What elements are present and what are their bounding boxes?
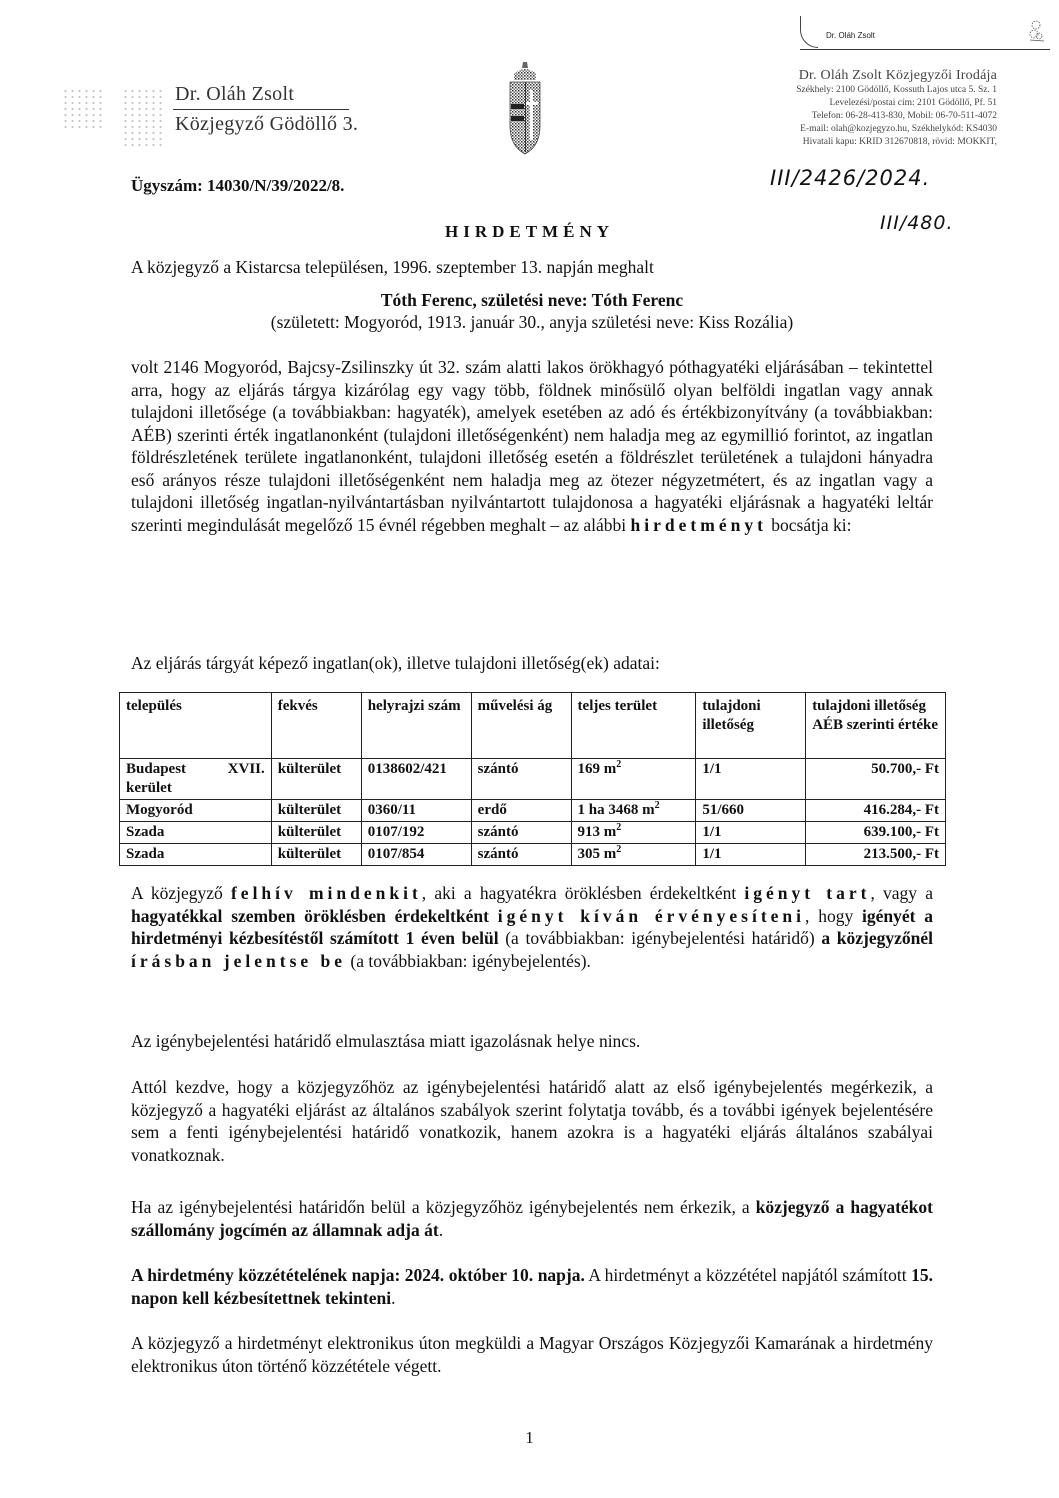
office-contact-block [796,68,997,149]
cell-cultivation: szántó [471,759,571,800]
cell-location: külterület [271,844,361,866]
cell-settlement: Szada [120,822,272,844]
cell-parcel-number: 0107/192 [361,822,471,844]
cell-cultivation: szántó [471,822,571,844]
publication-date-paragraph [131,1264,933,1309]
case-number [131,176,344,196]
cell-aeb-value: 416.284,- Ft [806,800,946,822]
state-transfer-end: . [438,1219,444,1240]
call-text: (a továbbiakban: igénybejelentés). [350,950,591,971]
deceased-name: Tóth Ferenc, születési neve: Tóth Ferenc [380,290,684,310]
handwritten-registration-number: III/2426/2024. [770,166,931,190]
office-postal-line: Levelezési/postai cím: 2101 Gödöllő, Pf. 51 [829,98,997,108]
call-text: , hogy [805,905,854,926]
cell-ownership-share: 1/1 [696,822,806,844]
main-paragraph [131,356,933,536]
signature-stamp [800,14,1050,50]
state-transfer-paragraph [131,1196,933,1241]
call-text: (a továbbiakban: igénybejelentési határidő) [505,928,815,948]
call-text: , vagy a [870,883,933,903]
signature-curve [800,16,818,48]
procedure-continuation-paragraph: Attól kezdve, hogy a közjegyzőhöz az igénybejelentési határidő alatt az első igénybejelentés megérkezik, a közjegyző a hagyatéki eljárást az általános szabályok szerint folytatja tovább, és a további igények bejelentésére sem a fenti igénybejelentési határidő vonatkozik, hanem azokra is a hagyatéki eljárás általános szabályai vonatkoznak. [131,1077,933,1165]
cell-aeb-value: 50.700,- Ft [806,759,946,800]
area-unit-exponent: 2 [616,759,622,770]
area-value: 305 m [577,846,617,862]
cell-parcel-number: 0360/11 [361,800,471,822]
case-number-value: 14030/N/39/2022/8. [207,176,345,195]
case-number-label: Ügyszám: [131,176,203,195]
office-address-line: Székhely: 2100 Gödöllő, Kossuth Lajos utca 5. Sz. 1 [796,85,997,95]
cell-total-area [571,822,696,844]
page-number: 1 [525,1428,534,1447]
area-value: 169 m [577,761,617,777]
call-emphasis: igényt tart [744,883,871,903]
cell-total-area [571,844,696,866]
office-phone-line: Telefon: 06-28-413-830, Mobil: 06-70-511-4072 [811,111,997,121]
column-header-aeb-value: tulajdoni illetőség AÉB szerinti értéke [806,693,946,759]
letterhead-name: Dr. Oláh Zsolt [175,83,295,105]
office-name: Dr. Oláh Zsolt Közjegyzői Irodája [798,68,997,83]
office-email-line: E-mail: olah@kozjegyzo.hu, Székhelykód: KS4030 [800,124,997,134]
area-unit-exponent: 2 [616,822,622,833]
signature-seal-icon [1026,18,1046,44]
cell-settlement: Budapest XVII. kerület [120,759,272,800]
table-row [120,800,946,822]
area-value: 913 m [577,824,617,840]
call-text: A közjegyző [131,883,223,903]
column-header-cultivation: művelési ág [471,693,571,759]
cell-cultivation: szántó [471,844,571,866]
cell-location: külterület [271,822,361,844]
cell-parcel-number: 0138602/421 [361,759,471,800]
call-emphasis: felhív mindenkit [230,883,422,903]
state-transfer-text: Ha az igénybejelentési határidőn belül a közjegyzőhöz igénybejelentés nem érkezik, a [131,1197,750,1217]
letterhead-divider [173,109,349,110]
table-row [120,822,946,844]
cell-ownership-share: 1/1 [696,844,806,866]
main-paragraph-emphasis: hirdetményt [630,514,767,535]
column-header-ownership-share: tulajdoni illetőség [696,693,806,759]
call-emphasis: írásban jelentse be [131,950,347,971]
letterhead-title: Közjegyző Gödöllő 3. [175,113,359,135]
state-transfer-bold: közjegyző a hagyatékot szállomány jogcímén az államnak adja át [131,1197,933,1240]
column-header-parcel-number: helyrajzi szám [361,693,471,759]
document-title: HIRDETMÉNY [444,222,614,241]
signature-name: Dr. Oláh Zsolt [826,31,875,40]
office-gateway-line: Hivatali kapu: KRID 312670818, rövid: MOKKIT, [802,137,997,147]
cell-aeb-value: 639.100,- Ft [806,822,946,844]
call-text: , aki a hagyatékra öröklésben érdekeltként [421,883,737,903]
area-unit-exponent: 2 [654,800,660,811]
deceased-birth-details: (született: Mogyoród, 1913. január 30., anyja születési neve: Kiss Rozália) [270,312,794,332]
cell-ownership-share: 1/1 [696,759,806,800]
publication-text: A hirdetményt a közzététel napjától számított [584,1265,912,1285]
call-for-claims-paragraph [131,882,933,972]
hungarian-coat-of-arms-icon [506,60,544,160]
cell-location: külterület [271,800,361,822]
main-paragraph-text: volt 2146 Mogyoród, Bajcsy-Zsilinszky út 32. szám alatti lakos örökhagyó póthagyatéki eljárásában – tekintettel arra, hogy az eljárás tárgya kizárólag egy vagy több, földnek minősülő olyan belföldi ingatlan vagy annak tulajdoni illetősége (a továbbiakban: hagyaték), amelyek esetében az adó és értékbizonyítvány (a továbbiakban: AÉB) szerinti érték ingatlanonként (tulajdoni illetőségenként) nem haladja meg az egymillió forintot, az ingatlan földrészletének területe ingatlanonként, tulajdoni illetőség esetén a földrészlet területének a tulajdoni hányadra eső arányos része tulajdoni illetőségenként nem haladja meg az ötezer négyzetmétert, és az ingatlan vagy a tulajdoni illetőség ingatlan-nyilvántartásban nyilvántartott tulajdonosa a hagyatéki eljárásnak a hagyatéki leltár szerinti megindulását megelőző 15 évnél régebben meghalt – az alábbi [131,357,933,535]
table-row [120,759,946,800]
publication-date-bold: A hirdetmény közzétételének napja: 2024. október 10. napja. [131,1265,585,1285]
call-emphasis: igényt kíván érvényesíteni [497,905,806,926]
property-table [119,692,946,866]
table-intro: Az eljárás tárgyát képező ingatlan(ok), illetve tulajdoni illetőség(ek) adatai: [131,653,660,673]
column-header-settlement: település [120,693,272,759]
table-row [120,844,946,866]
cell-location: külterület [271,759,361,800]
delivery-day-bold: 15. napon kell kézbesítettnek tekinteni [131,1265,933,1308]
cell-cultivation: erdő [471,800,571,822]
call-bold: hagyatékkal szemben öröklésben érdekeltként [131,905,489,926]
no-excuse-paragraph: Az igénybejelentési határidő elmulasztása miatt igazolásnak helye nincs. [131,1031,641,1051]
cell-settlement: Mogyoród [120,800,272,822]
column-header-total-area: teljes terület [571,693,696,759]
cell-parcel-number: 0107/854 [361,844,471,866]
intro-paragraph: A közjegyző a Kistarcsa településen, 1996. szeptember 13. napján meghalt [131,257,654,277]
notary-emblem-icon [122,88,162,148]
cell-total-area [571,759,696,800]
cell-aeb-value: 213.500,- Ft [806,844,946,866]
call-bold: a közjegyzőnél [821,928,934,948]
cell-total-area [571,800,696,822]
chamber-notification-paragraph: A közjegyző a hirdetményt elektronikus úton megküldi a Magyar Országos Közjegyzői Kamarának a hirdetmény elektronikus úton történő közzététele végett. [131,1333,933,1376]
cell-ownership-share: 51/660 [696,800,806,822]
handwritten-sub-number: III/480. [880,212,954,234]
area-unit-exponent: 2 [616,844,622,855]
publication-end: . [391,1287,396,1308]
main-paragraph-end: bocsátja ki: [771,514,852,535]
notary-logo-icon [62,88,102,128]
cell-settlement: Szada [120,844,272,866]
call-bold-deadline: igényét a hirdetményi kézbesítéstől számított 1 éven belül [131,905,934,948]
table-header-row [120,693,946,759]
column-header-location: fekvés [271,693,361,759]
area-value: 1 ha 3468 m [577,802,655,818]
